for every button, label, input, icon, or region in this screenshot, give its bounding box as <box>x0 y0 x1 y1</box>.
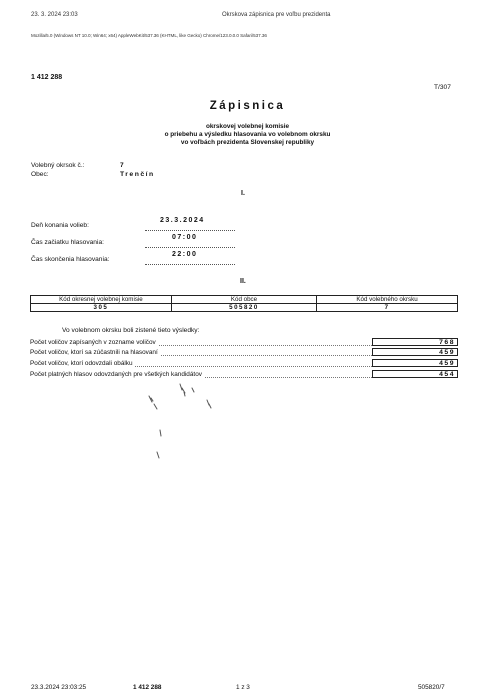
result-row-value: 454 <box>372 370 458 378</box>
subtitle-line-2: o priebehu a výsledku hlasovania vo volebnom okrsku <box>164 131 331 138</box>
result-row-label: Počet voličov zapísaných v zozname voličov <box>30 339 156 346</box>
start-time-label: Čas začiatku hlasovania: <box>31 239 104 246</box>
section-2-heading: II. <box>240 278 246 285</box>
result-row <box>30 360 458 369</box>
result-row <box>30 371 458 380</box>
subtitle-line-3: vo voľbách prezidenta Slovenskej republiky <box>180 139 315 146</box>
scan-mark <box>207 400 211 408</box>
end-time-label: Čas skončenia hlasovania: <box>31 256 110 263</box>
result-row-label: Počet platných hlasov odovzdaných pre všetkých kandidátov <box>30 371 202 378</box>
result-row <box>30 339 458 348</box>
result-row-label: Počet voličov, ktorí odovzdali obálku <box>30 360 133 367</box>
result-row-value: 768 <box>372 338 458 346</box>
codes-table-header-row <box>31 296 458 304</box>
municipality-label: Obec: <box>31 171 49 178</box>
election-day-value: 23.3.2024 <box>160 217 205 224</box>
subtitle-line-1: okrskovej volebnej komisie <box>205 123 290 130</box>
codes-header-commission: Kód okresnej volebnej komisie <box>31 296 172 304</box>
result-row-value: 459 <box>372 348 458 356</box>
print-datetime: 23. 3. 2024 23:03 <box>31 12 78 18</box>
scan-mark <box>149 396 157 409</box>
user-agent-string: Mozilla/5.0 (Windows NT 10.0; Win64; x64) AppleWebKit/537.36 (KHTML, like Gecko) Chrome/123.0.0.0 Safari/537.36 <box>31 33 267 38</box>
result-row <box>30 349 458 358</box>
scan-marks <box>140 380 240 470</box>
start-time-value: 07:00 <box>172 234 198 241</box>
codes-value-district: 7 <box>317 304 458 312</box>
document-title: Zápisnica <box>209 100 286 112</box>
municipality-value: Trenčín <box>120 171 155 178</box>
print-page-title: Okrskova zápisnica pre voľbu prezidenta <box>222 12 331 18</box>
district-value: 7 <box>120 162 124 169</box>
end-time-value: 22:00 <box>172 251 198 258</box>
form-code: T/307 <box>434 84 451 91</box>
results-intro: Vo volebnom okrsku boli zistené tieto výsledky: <box>62 327 200 334</box>
document-id: 1 412 288 <box>31 74 63 81</box>
footer-document-id: 1 412 288 <box>133 684 162 691</box>
footer-code: 505820/7 <box>418 684 445 691</box>
codes-table-value-row <box>31 304 458 312</box>
codes-table <box>30 295 458 312</box>
section-1-heading: I. <box>241 190 245 197</box>
codes-header-municipality: Kód obce <box>171 296 316 304</box>
result-row-value: 459 <box>372 359 458 367</box>
result-row-label: Počet voličov, ktorí sa zúčastnili na hlasovaní <box>30 349 158 356</box>
scan-mark <box>180 384 185 396</box>
scan-mark <box>157 452 159 458</box>
footer-page-number: 1 z 3 <box>236 684 250 691</box>
codes-header-district: Kód volebného okrsku <box>317 296 458 304</box>
codes-value-commission: 305 <box>31 304 172 312</box>
election-day-label: Deň konania volieb: <box>31 222 89 229</box>
codes-value-municipality: 505820 <box>171 304 316 312</box>
footer-timestamp: 23.3.2024 23:03:25 <box>31 684 87 691</box>
scan-mark <box>160 430 161 436</box>
scan-mark <box>192 388 194 392</box>
district-label: Volebný okrsok č.: <box>31 162 85 169</box>
